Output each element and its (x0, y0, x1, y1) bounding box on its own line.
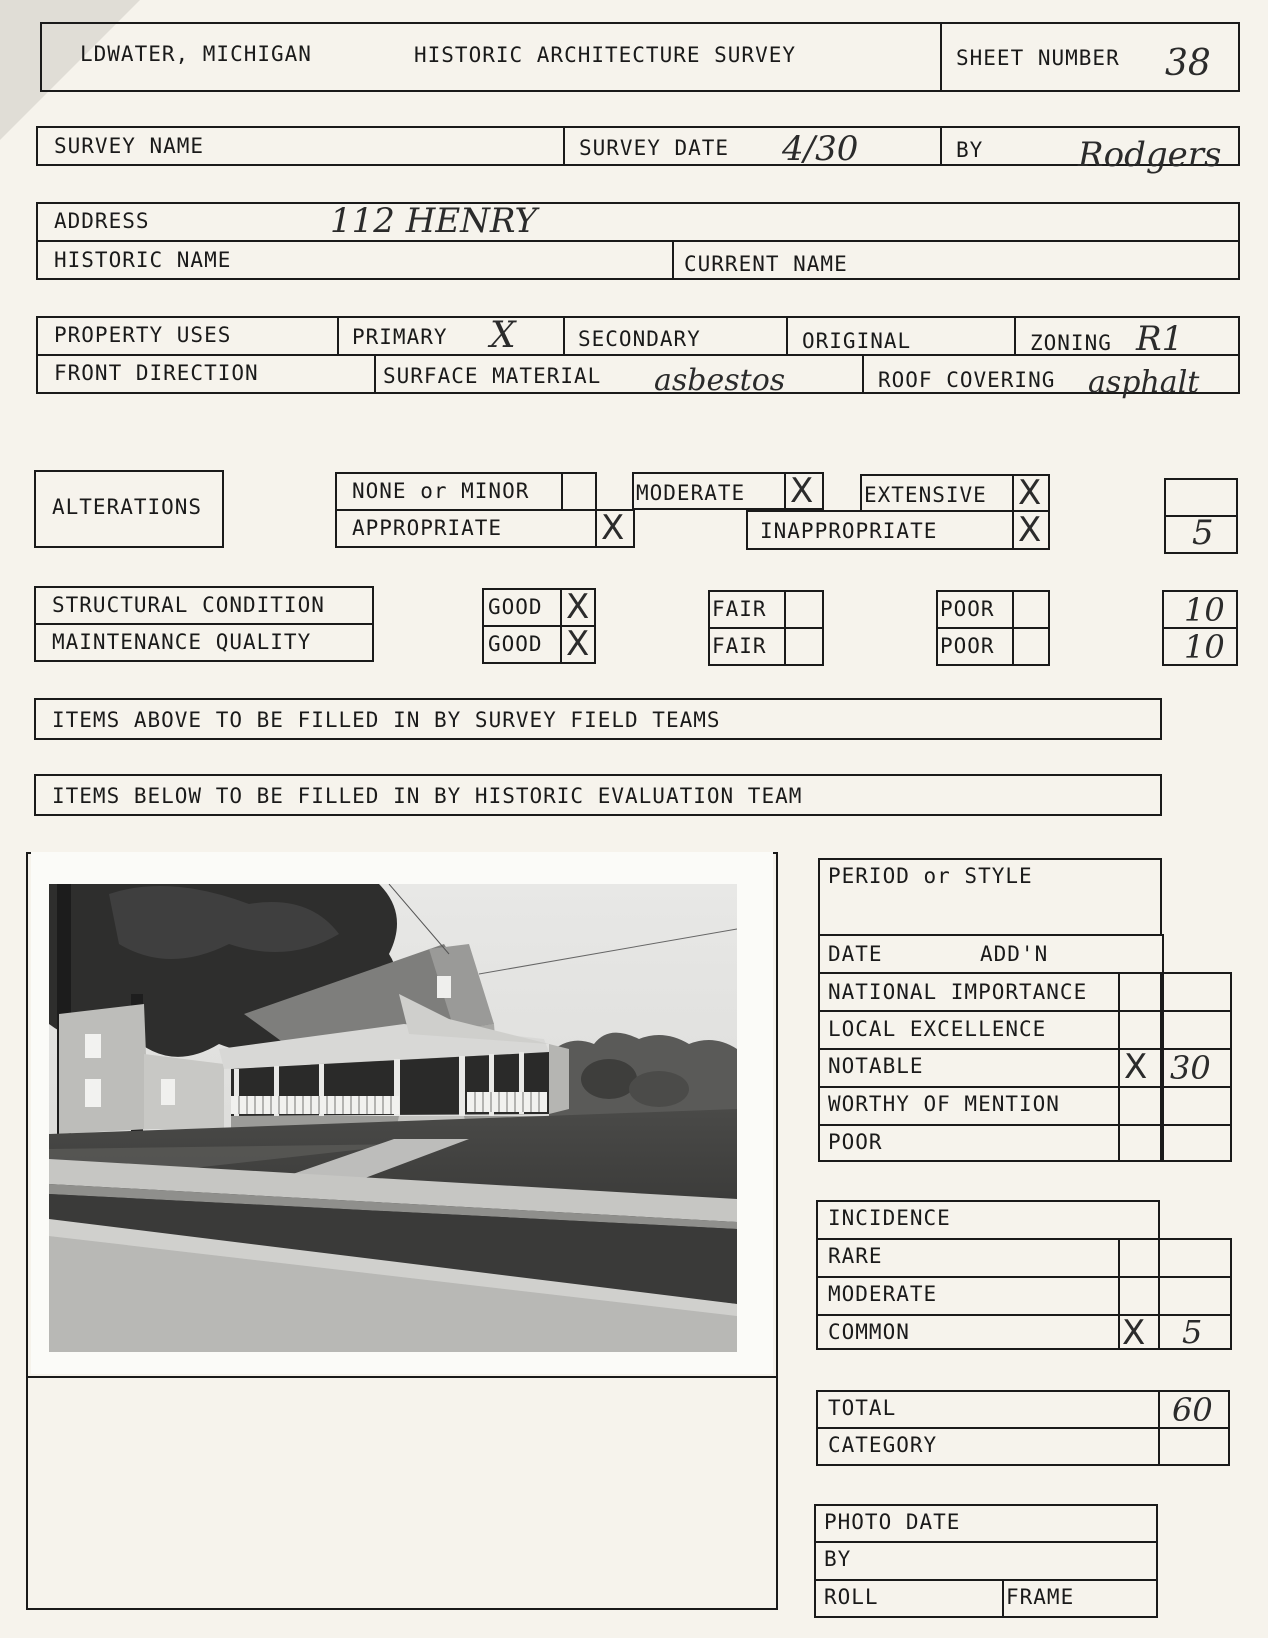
property-col-5 (374, 354, 376, 394)
maintenance-good-label: GOOD (488, 632, 543, 656)
roll-label: ROLL (824, 1585, 879, 1609)
local-excellence-label: LOCAL EXCELLENCE (828, 1017, 1047, 1041)
survey-divider-1 (563, 126, 565, 166)
common-label: COMMON (828, 1320, 910, 1344)
survey-date-label: SURVEY DATE (579, 136, 730, 160)
alterations-label: ALTERATIONS (52, 495, 203, 519)
photo-panel-divider (26, 1376, 778, 1378)
notable-score: 30 (1170, 1049, 1211, 1087)
inappropriate-mark: X (1018, 510, 1042, 550)
eval-score-divider (1160, 972, 1162, 1162)
addn-label: ADD'N (980, 942, 1049, 966)
period-style-label: PERIOD or STYLE (828, 864, 1033, 888)
survey-name-label: SURVEY NAME (54, 134, 205, 158)
note-above: ITEMS ABOVE TO BE FILLED IN BY SURVEY FIELD TEAMS (52, 708, 721, 732)
maintenance-fair-label: FAIR (712, 634, 767, 658)
inc-row-3 (816, 1314, 1232, 1316)
appropriate-label: APPROPRIATE (352, 516, 503, 540)
poor-divider (936, 627, 1050, 629)
inappropriate-label: INAPPROPRIATE (760, 519, 938, 543)
inc-moderate-label: MODERATE (828, 1282, 938, 1306)
front-direction-label: FRONT DIRECTION (54, 361, 259, 385)
secondary-label: SECONDARY (578, 327, 701, 351)
maintenance-score: 10 (1184, 628, 1225, 666)
alt-left-divider (335, 509, 597, 511)
roof-covering-label: ROOF COVERING (878, 368, 1056, 392)
none-minor-label: NONE or MINOR (352, 479, 530, 503)
property-col-6 (862, 354, 864, 394)
structural-poor-label: POOR (940, 597, 995, 621)
photo-date-label: PHOTO DATE (824, 1510, 961, 1534)
zoning-label: ZONING (1030, 331, 1112, 355)
date-label: DATE (828, 942, 883, 966)
sheet-number-label: SHEET NUMBER (956, 46, 1120, 70)
primary-label: PRIMARY (352, 325, 448, 349)
property-col-3 (786, 316, 788, 354)
common-score: 5 (1182, 1313, 1203, 1351)
property-col-1 (337, 316, 339, 354)
current-name-label: CURRENT NAME (684, 252, 848, 276)
maintenance-quality-label: MAINTENANCE QUALITY (52, 630, 312, 654)
property-col-4 (1014, 316, 1016, 354)
structural-good-label: GOOD (488, 595, 543, 619)
structural-condition-label: STRUCTURAL CONDITION (52, 593, 325, 617)
eval-row-1 (818, 972, 1232, 974)
roof-covering-value: asphalt (1088, 365, 1200, 400)
property-col-2 (563, 316, 565, 354)
structural-score: 10 (1184, 591, 1225, 629)
eval-row-5 (818, 1124, 1232, 1126)
category-label: CATEGORY (828, 1433, 938, 1457)
inc-row-1 (816, 1238, 1232, 1240)
header-title: HISTORIC ARCHITECTURE SURVEY (414, 43, 797, 67)
inc-row-2 (816, 1276, 1232, 1278)
address-divider (36, 240, 1240, 242)
total-label: TOTAL (828, 1396, 897, 1420)
fair-divider (708, 627, 824, 629)
surface-material-value: asbestos (654, 363, 786, 398)
good-checkcol (560, 588, 562, 664)
moderate-mark: X (790, 471, 814, 511)
moderate-label: MODERATE (636, 481, 746, 505)
survey-date-value: 4/30 (782, 129, 859, 169)
frame-label: FRAME (1006, 1585, 1075, 1609)
condition-divider (34, 623, 374, 625)
note-below: ITEMS BELOW TO BE FILLED IN BY HISTORIC EVALUATION TEAM (52, 784, 803, 808)
structural-fair-label: FAIR (712, 597, 767, 621)
rare-label: RARE (828, 1244, 883, 1268)
notable-mark: X (1124, 1047, 1148, 1087)
incidence-label: INCIDENCE (828, 1206, 951, 1230)
photo-info-frame-col (1002, 1579, 1004, 1618)
totals-score-col (1158, 1390, 1160, 1466)
structural-good-mark: X (566, 587, 590, 627)
sheet-number-value: 38 (1165, 43, 1211, 84)
extensive-label: EXTENSIVE (864, 483, 987, 507)
alt-left-checkcol (561, 472, 563, 509)
survey-divider-2 (940, 126, 942, 166)
header-divider (940, 22, 942, 92)
historic-name-label: HISTORIC NAME (54, 248, 232, 272)
surface-material-label: SURFACE MATERIAL (383, 364, 602, 388)
address-label: ADDRESS (54, 209, 150, 233)
photo-by-label: BY (824, 1547, 852, 1571)
maintenance-poor-label: POOR (940, 634, 995, 658)
alterations-score: 5 (1192, 513, 1214, 553)
primary-mark: X (490, 315, 516, 356)
address-value: 112 HENRY (330, 201, 537, 241)
survey-by-value: Rodgers (1078, 135, 1222, 175)
survey-by-label: BY (956, 138, 984, 162)
total-value: 60 (1172, 1391, 1213, 1429)
appropriate-mark: X (601, 508, 625, 548)
original-label: ORIGINAL (802, 329, 912, 353)
zoning-value: R1 (1136, 319, 1184, 359)
eval-row-2 (818, 1010, 1232, 1012)
worthy-of-mention-label: WORTHY OF MENTION (828, 1092, 1060, 1116)
common-mark: X (1122, 1313, 1146, 1353)
inc-score-divider (1158, 1238, 1160, 1350)
poor-checkcol (1012, 590, 1014, 666)
address-name-divider (672, 240, 674, 280)
national-importance-label: NATIONAL IMPORTANCE (828, 980, 1088, 1004)
maintenance-good-mark: X (566, 624, 590, 664)
photo-info-row-1 (814, 1541, 1158, 1543)
house-photograph (49, 884, 737, 1352)
fair-checkcol (784, 590, 786, 666)
inappropriate-checkcol (1012, 510, 1014, 550)
photo-info-row-2 (814, 1579, 1158, 1581)
header-city: LDWATER, MICHIGAN (80, 42, 312, 66)
extensive-mark: X (1018, 473, 1042, 513)
moderate-checkcol (784, 472, 786, 510)
eval-poor-label: POOR (828, 1130, 883, 1154)
property-uses-label: PROPERTY USES (54, 323, 232, 347)
totals-divider (816, 1427, 1230, 1429)
extensive-checkcol (1012, 474, 1014, 512)
notable-label: NOTABLE (828, 1054, 924, 1078)
